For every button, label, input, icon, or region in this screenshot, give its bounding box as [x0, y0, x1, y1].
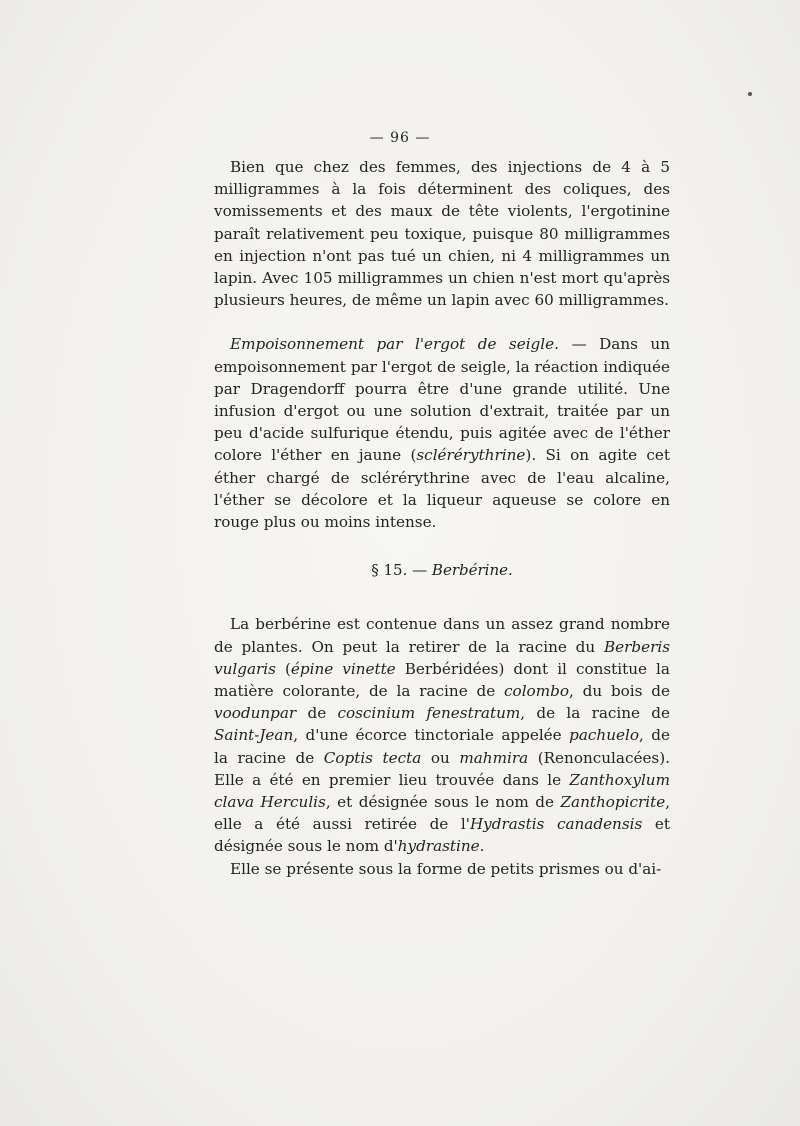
ink-speck: [748, 92, 752, 96]
section-title: Berbérine.: [431, 561, 513, 580]
section-dash: —: [412, 561, 428, 580]
paragraph-2-text-b: ). Si on agite cet éther chargé de sclérérythrine avec de l'eau alcaline, l'éther se décolore et la liqueur aqueuse se colore en rouge plus ou moins intense.: [214, 446, 670, 532]
paragraph-3: La berbérine est contenue dans un assez grand nombre de plantes. On peut la retirer de la racine du Berberis vulgaris (épine vinette Berbéridées) dont il constitue la matière colorante, de la racine de colombo, du bois de voodunpar de coscinium fenestratum, de la racine de Saint-Jean, d'une écorce tinctoriale appelée pachuelo, de la racine de Coptis tecta ou mahmira (Renonculacées). Elle a été en premier lieu trouvée dans le Zanthoxylum clava Herculis, et désignée sous le nom de Zanthopicrite, elle a été aussi retirée de l'Hydrastis canadensis et désignée sous le nom d'hydrastine.: [214, 615, 671, 856]
paragraph-4: Elle se présente sous la forme de petits prismes ou d'ai-: [230, 859, 662, 878]
section-heading: [214, 559, 670, 581]
section-number: § 15.: [371, 561, 408, 580]
paragraph-2-heading: Empoisonnement par l'ergot de seigle.: [230, 335, 559, 354]
paragraph-2-italic-term: sclérérythrine: [416, 446, 526, 465]
paragraph-1: Bien que chez des femmes, des injections de 4 à 5 milligrammes à la fois déterminent des coliques, des vomissements et des maux de tête violents, l'ergotinine paraît relativement peu toxique, puisque 80 milligrammes en injection n'ont pas tué un chien, ni 4 milligrammes un lapin. Avec 105 milligrammes un chien n'est mort qu'après plusieurs heures, de même un lapin avec 60 milligrammes.: [214, 158, 670, 310]
paragraph-2-text-a: — Dans un empoisonnement par l'ergot de seigle, la réaction indiquée par Dragendorff pourra être d'une grande utilité. Une infusion d'ergot ou une solution d'extrait, traitée par un peu d'acide sulfurique étendu, puis agitée avec de l'éther colore l'éther en jaune (: [214, 335, 670, 465]
paragraph-2: [214, 333, 670, 533]
body-text: [214, 156, 670, 880]
page-number: — 96 —: [369, 130, 431, 146]
